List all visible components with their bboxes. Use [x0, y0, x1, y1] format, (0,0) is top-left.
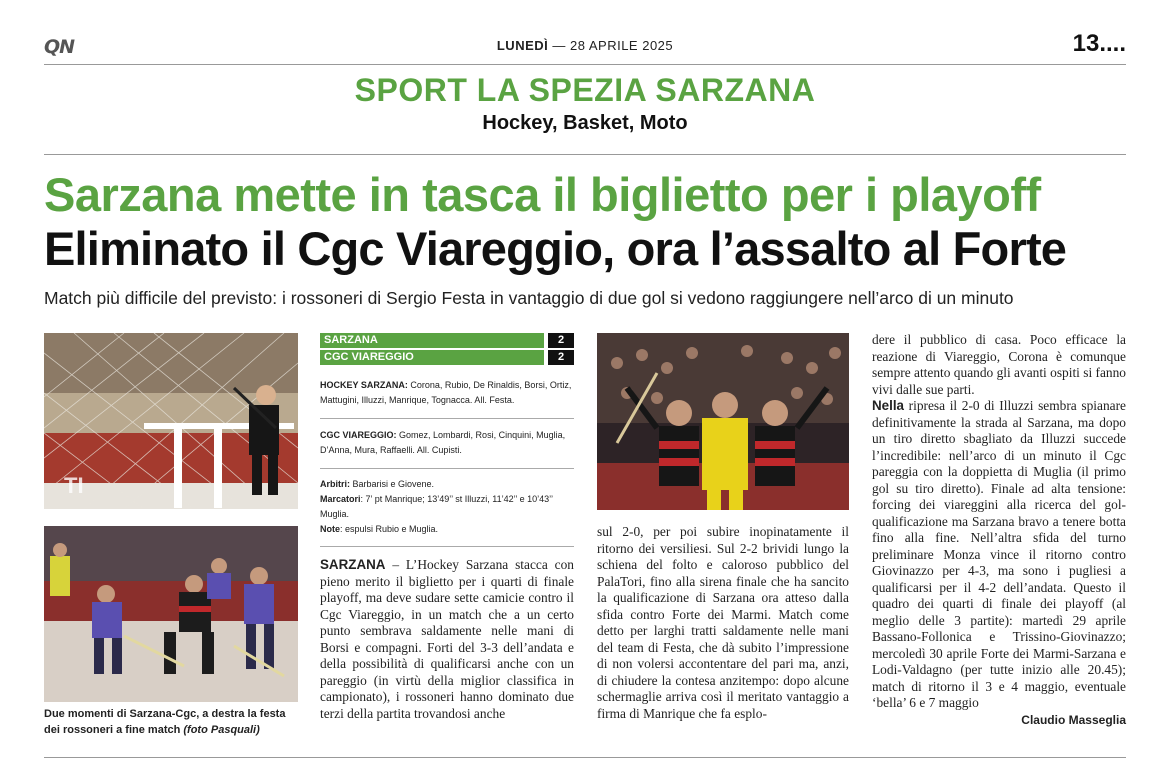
article-col3-lead: Nella — [872, 398, 905, 413]
article-summary: Match più difficile del previsto: i rossoneri di Sergio Festa in vantaggio di due gol si vedono raggiungere nell’arco di un minuto — [44, 288, 1014, 308]
body-divider — [320, 546, 574, 547]
article-col3-text2: ripresa il 2-0 di Illuzzi sembra spianare definitivamente la strada al Sarzana, ma dopo un tiro diretto sbagliato da Illuzzi succede l’incredibile: nell’arco di un minuto il Cgc pareggia con la doppietta di Muglia (il primo gol su tiro diretto). Finale ad alta tensione: forcing dei viareggini alla ricerca del gol-qualificazione ma Sarzana bravo a tenere botta fino alla fine. Nell’altra sfida del turno preliminare Monza vince il ritorno contro Giovinazzo per 4-3, ma sono i pugliesi a qualificarsi per il 4-2 dell’andata. Questo il quadro dei quarti di finale dei playoff (al meglio delle 3 partite): martedì 29 aprile Bassano-Follonica e Trissino-Giovinazzo; mercoledì 30 aprile Forte dei Marmi-Sarzana e Lodi-Valdagno (per tutte inizio alle 20.45); match di ritorno il 3 e 4 maggio, eventuale ‘bella’ 6 e 7 maggio — [872, 398, 1126, 710]
dateline-dash: — — [552, 38, 566, 53]
lineup-home — [320, 378, 574, 408]
score-value-away: 2 — [548, 350, 574, 365]
svg-text:TI: TI — [64, 473, 84, 498]
score-row-home — [320, 333, 574, 348]
scorers-label: Marcatori — [320, 494, 361, 504]
article-col3-text1: dere il pubblico di casa. Poco efficace la reazione di Viareggio, Corona è comunque sempre attento quando gli avanti ospiti si fanno vivi dalle sue parti. — [872, 332, 1126, 397]
dateline — [0, 38, 1170, 53]
section-title: SPORT LA SPEZIA SARZANA — [354, 72, 816, 108]
top-rule — [44, 64, 1126, 65]
caption-credit: (foto Pasquali) — [183, 724, 260, 736]
headline-secondary: Eliminato il Cgc Viareggio, ora l’assalto al Forte — [44, 222, 1067, 275]
newspaper-logo: QN — [44, 36, 75, 58]
article-lead-city: SARZANA — [320, 557, 386, 572]
score-row-away — [320, 350, 574, 365]
officials-divider — [320, 468, 574, 469]
lineup-divider — [320, 418, 574, 419]
section-rule — [44, 154, 1126, 155]
page-number: 13.... — [1072, 30, 1126, 57]
notes-text: : espulsi Rubio e Muglia. — [340, 524, 439, 534]
photo-match-action — [44, 526, 298, 702]
scorers-line — [320, 492, 574, 522]
photo-goal-action — [44, 333, 298, 509]
scorers-names: : 7’ pt Manrique; 13’49’’ st Illuzzi, 11’42’’ e 10’43’’ Muglia. — [320, 494, 553, 519]
lineup-home-label: HOCKEY SARZANA: — [320, 380, 408, 390]
article-column-1 — [320, 557, 574, 722]
article-column-2 — [597, 524, 849, 722]
article-author: Claudio Masseglia — [1021, 712, 1126, 727]
photo-caption — [44, 706, 298, 738]
article-col2-text: sul 2-0, per poi subire inopinatamente il ritorno dei versiliesi. Sul 2-2 brividi lungo la schiena del folto e caloroso pubblico del PalaTori, fino alla sirena finale che ha sancito la qualificazione di Sarzana ora atteso dalla sfida contro Forte dei Marmi. Match come detto per larghi tratti saldamente nelle mani del team di Festa, che dà subito l’impressione di non volersi accontentare del pari ma, anzi, di chiudere la contesa anzitempo: dopo alcune schermaglie arriva così il meritato vantaggio a firma di Manrique che fa esplo- — [597, 524, 849, 721]
referees-names: Barbarisi e Giovene. — [352, 479, 435, 489]
dateline-date: 28 APRILE 2025 — [570, 38, 674, 53]
score-value-home: 2 — [548, 333, 574, 348]
photo-celebration — [597, 333, 849, 510]
match-officials — [320, 477, 574, 537]
article-col1-text: – L’Hockey Sarzana stacca con pieno merito il biglietto per i quarti di finale playoff, ma deve sudare sette camicie contro il Cgc Viareggio, in un match che a un certo punto sembrava saldamente nelle mani di Borsi e compagni. Forti del 3-3 dell’andata e della possibilità di qualificarsi anche con un pareggio (in virtù della miglior classifica in campionato), i rossoneri hanno dominato due terzi della partita trovandosi anche — [320, 557, 574, 721]
notes-label: Note — [320, 524, 340, 534]
lineup-away-label: CGC VIAREGGIO: — [320, 430, 397, 440]
lineup-home-players: Corona, Rubio, De Rinaldis, Borsi, Ortiz, Mattugini, Illuzzi, Manrique, Tognacca. All. Festa. — [320, 380, 572, 405]
article-column-3 — [872, 332, 1126, 728]
headline: Sarzana mette in tasca il biglietto per i playoff — [44, 168, 1041, 221]
score-team-home: SARZANA — [320, 333, 544, 348]
referees-line — [320, 477, 574, 492]
caption-text: Due momenti di Sarzana-Cgc, a destra la festa dei rossoneri a fine match — [44, 708, 286, 736]
dateline-day: LUNEDÌ — [496, 38, 549, 53]
notes-line — [320, 522, 574, 537]
bottom-rule — [44, 757, 1126, 758]
lineup-away-players: Gomez, Lombardi, Rosi, Cinquini, Muglia, D’Anna, Mura, Raffaelli. All. Cupisti. — [320, 430, 566, 455]
lineup-away — [320, 428, 574, 458]
score-team-away: CGC VIAREGGIO — [320, 350, 544, 365]
section-subtitle: Hockey, Basket, Moto — [482, 112, 688, 134]
referees-label: Arbitri: — [320, 479, 350, 489]
